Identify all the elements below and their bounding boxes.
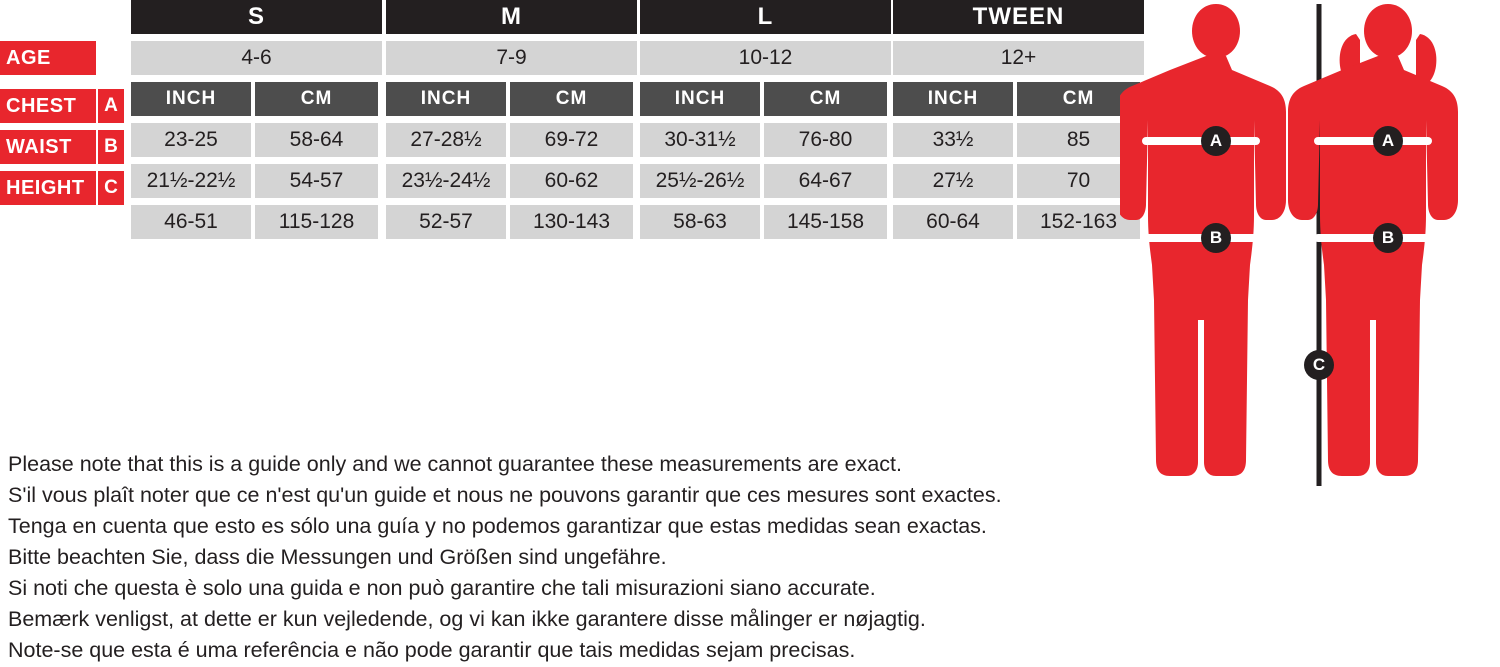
note-line-de: Bitte beachten Sie, dass die Messungen und Größen sind ungefähre. [8,545,667,569]
height-cm-m: 130-143 [510,205,633,239]
note-line-es: Tenga en cuenta que esto es sólo una guía y no podemos garantizar que estas medidas sean exactas. [8,514,987,538]
age-value-s: 4-6 [131,41,382,75]
unit-inch-l: INCH [640,82,760,116]
unit-inch-m: INCH [386,82,506,116]
unit-row-m [386,82,637,116]
chest-inch-l: 30-31½ [640,123,760,157]
height-cm-s: 115-128 [255,205,378,239]
waist-inch-l: 25½-26½ [640,164,760,198]
boy-chest-badge: A [1201,126,1231,156]
age-value-m: 7-9 [386,41,637,75]
age-label: AGE [0,41,96,75]
height-inch-s: 46-51 [131,205,251,239]
height-cm-l: 145-158 [764,205,887,239]
chest-row-s [131,123,382,157]
unit-inch-tween: INCH [893,82,1013,116]
unit-cm-m: CM [510,82,633,116]
age-value-tween: 12+ [893,41,1144,75]
height-inch-m: 52-57 [386,205,506,239]
waist-cm-tween: 70 [1017,164,1140,198]
chest-cm-s: 58-64 [255,123,378,157]
chest-letter-badge: A [98,89,124,123]
row-label-waist [0,130,124,164]
note-line-fr: S'il vous plaît noter que ce n'est qu'un guide et nous ne pouvons garantir que ces mesures sont exactes. [8,483,1002,507]
waist-cm-s: 54-57 [255,164,378,198]
height-row-l [640,205,891,239]
figures-svg [1120,0,1500,500]
waist-row-l [640,164,891,198]
waist-cm-l: 64-67 [764,164,887,198]
girl-waist-badge: B [1373,223,1403,253]
unit-row-s [131,82,382,116]
unit-cm-tween: CM [1017,82,1140,116]
note-line-en: Please note that this is a guide only and we cannot guarantee these measurements are exact. [8,452,903,476]
size-chart-table [0,0,1130,300]
note-line-it: Si noti che questa è solo una guida e non può garantire che tali misurazioni siano accurate. [8,576,876,600]
height-inch-tween: 60-64 [893,205,1013,239]
note-line-pt: Note-se que esta é uma referência e não pode garantir que tais medidas sejam precisas. [8,638,856,662]
chest-inch-tween: 33½ [893,123,1013,157]
unit-cm-s: CM [255,82,378,116]
height-row-m [386,205,637,239]
height-row-tween [893,205,1144,239]
waist-cm-m: 60-62 [510,164,633,198]
waist-letter-badge: B [98,130,124,164]
chest-inch-m: 27-28½ [386,123,506,157]
chest-row-l [640,123,891,157]
waist-label: WAIST [0,130,96,164]
size-group-s [131,0,382,239]
chest-label: CHEST [0,89,96,123]
unit-row-tween [893,82,1144,116]
height-letter-badge: C [98,171,124,205]
chest-inch-s: 23-25 [131,123,251,157]
size-header-l: L [640,0,891,34]
size-group-m [386,0,637,239]
disclaimer-notes [8,450,1108,667]
note-line-da: Bemærk venligst, at dette er kun vejledende, og vi kan ikke garantere disse målinger er nøjagtig. [8,607,926,631]
boy-waist-badge: B [1201,223,1231,253]
size-header-tween: TWEEN [893,0,1144,34]
girl-chest-badge: A [1373,126,1403,156]
height-cm-tween: 152-163 [1017,205,1140,239]
chest-row-tween [893,123,1144,157]
row-label-age [0,41,96,75]
height-inch-l: 58-63 [640,205,760,239]
row-label-chest [0,89,124,123]
waist-inch-m: 23½-24½ [386,164,506,198]
chest-cm-tween: 85 [1017,123,1140,157]
age-value-l: 10-12 [640,41,891,75]
size-header-s: S [131,0,382,34]
waist-row-s [131,164,382,198]
height-row-s [131,205,382,239]
waist-inch-tween: 27½ [893,164,1013,198]
size-header-m: M [386,0,637,34]
size-group-tween [893,0,1144,239]
chest-row-m [386,123,637,157]
chest-cm-l: 76-80 [764,123,887,157]
waist-inch-s: 21½-22½ [131,164,251,198]
unit-cm-l: CM [764,82,887,116]
height-badge: C [1304,350,1334,380]
height-label: HEIGHT [0,171,96,205]
chest-cm-m: 69-72 [510,123,633,157]
waist-row-tween [893,164,1144,198]
measurement-figures [1120,0,1500,500]
unit-inch-s: INCH [131,82,251,116]
row-label-height [0,171,124,205]
waist-row-m [386,164,637,198]
size-group-l [640,0,891,239]
unit-row-l [640,82,891,116]
